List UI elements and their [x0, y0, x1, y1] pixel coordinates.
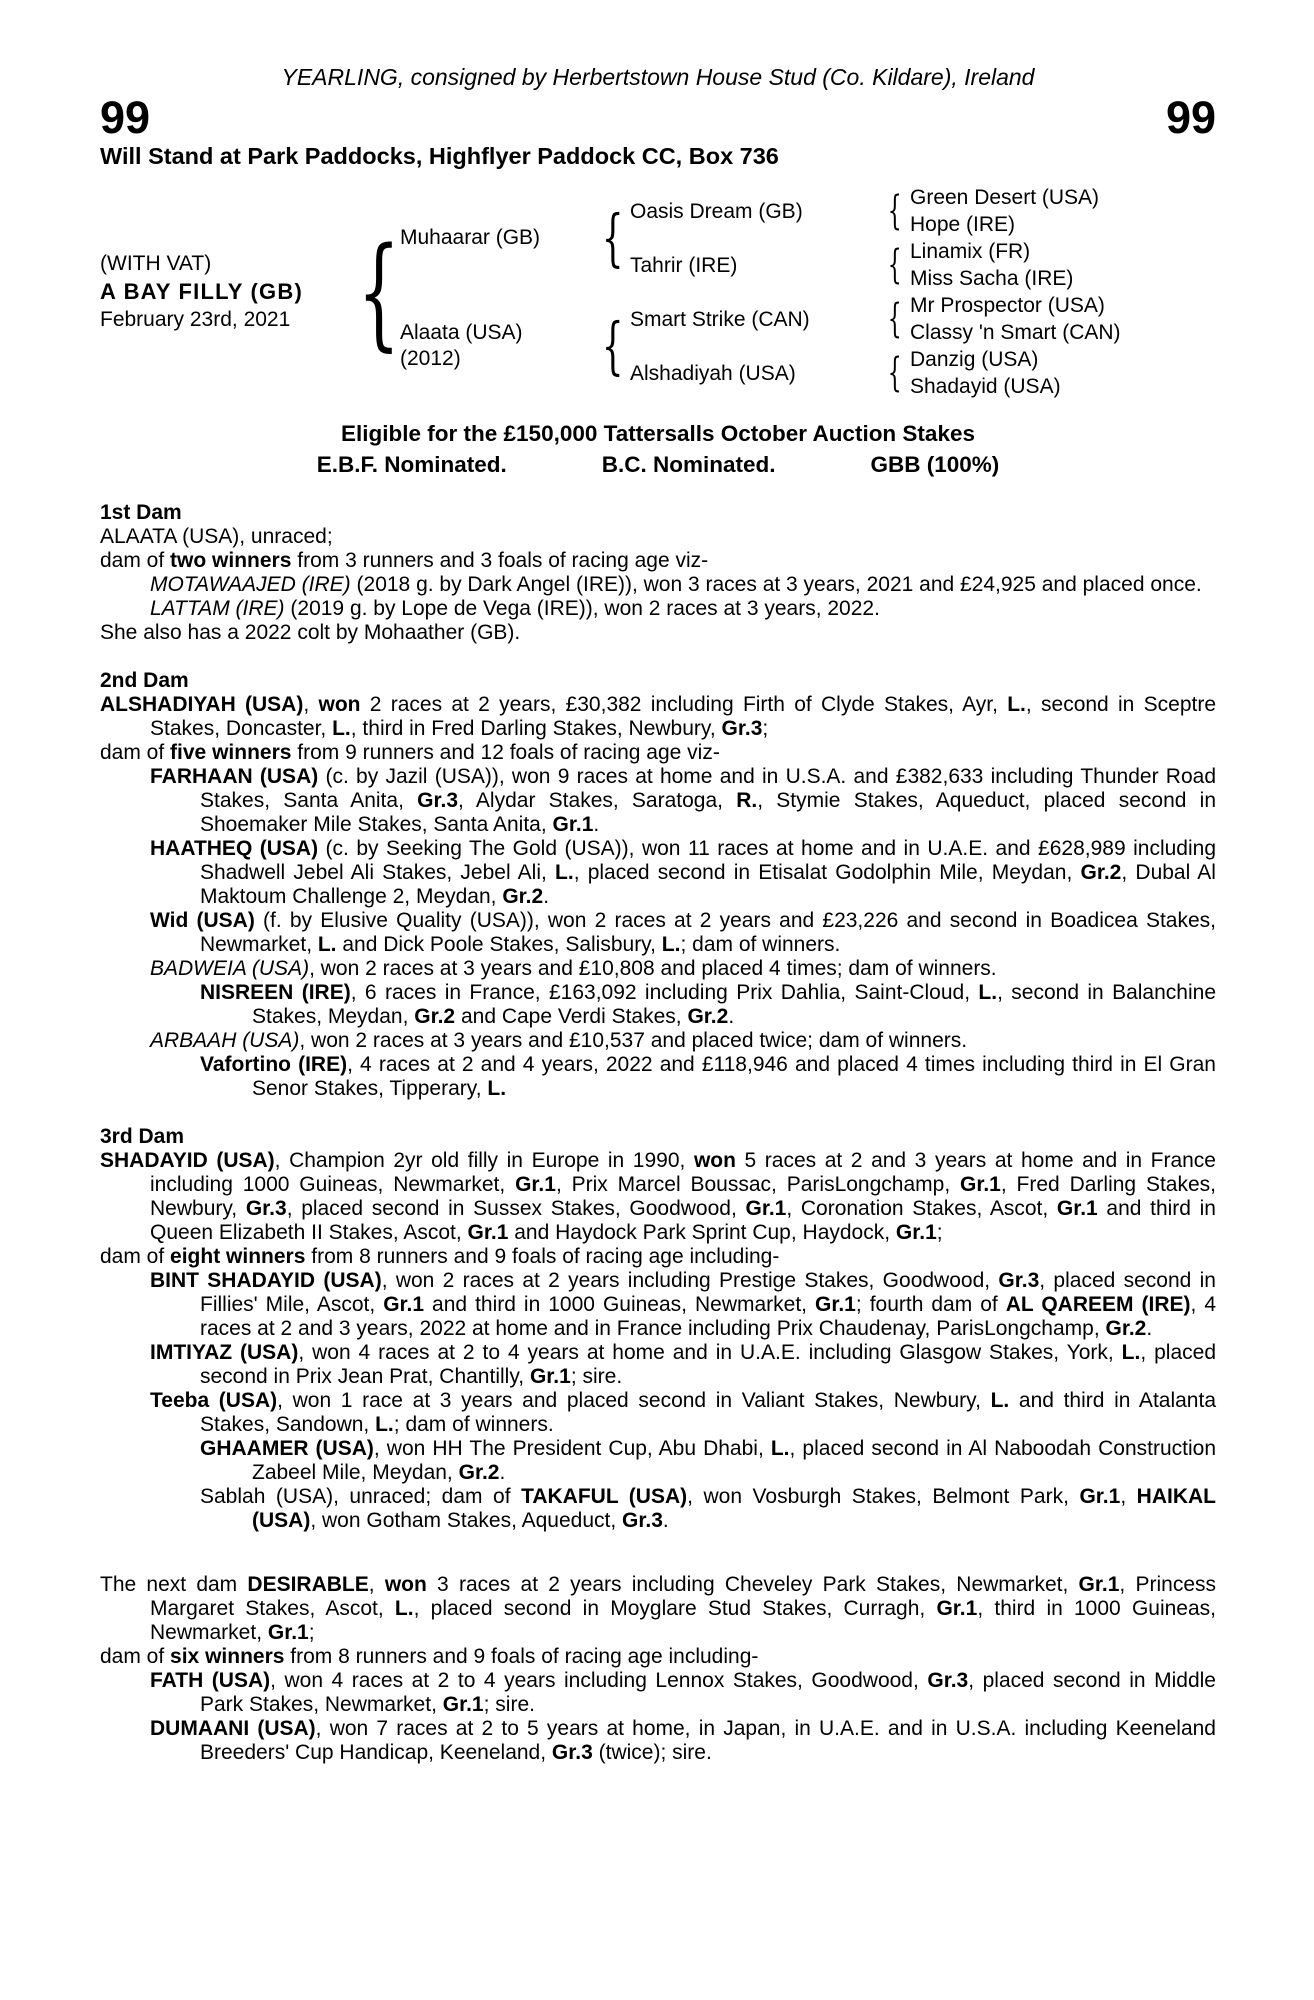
sire-branch	[400, 184, 1216, 292]
catalogue-paragraph: LATTAM (IRE) (2019 g. by Lope de Vega (IRE)), won 2 races at 3 years, 2022.	[150, 597, 880, 620]
catalogue-paragraph: Vafortino (IRE), 4 races at 2 and 4 years, 2022 and £118,946 and placed 4 times including third in El Gran Senor Stakes, Tipperary, L.	[200, 1053, 1216, 1100]
catalogue-paragraph: ALAATA (USA), unraced;	[100, 525, 333, 548]
nominations-row	[100, 449, 1216, 480]
vat-note: (WITH VAT)	[100, 252, 212, 275]
great-grandparent-name: Classy 'n Smart (CAN)	[910, 321, 1121, 344]
catalogue-paragraph: DUMAANI (USA), won 7 races at 2 to 5 years at home, in Japan, in U.A.E. and in U.S.A. including Keeneland Breeders' Cup Handicap, Keeneland, Gr.3 (twice); sire.	[150, 1717, 1216, 1764]
subject-block	[100, 250, 358, 334]
nomination-ebf: E.B.F. Nominated.	[316, 452, 507, 477]
nomination-gbb: GBB (100%)	[870, 452, 1000, 477]
great-grandparent-name: Miss Sacha (IRE)	[910, 267, 1074, 290]
sire-name: Muhaarar (GB)	[400, 226, 541, 249]
catalogue-paragraph: Wid (USA) (f. by Elusive Quality (USA)), won 2 races at 2 years and £23,226 and second in Boadicea Stakes, Newmarket, L. and Dick Poole Stakes, Salisbury, L.; dam of winners.	[150, 909, 1216, 956]
dam-section-heading: 2nd Dam	[100, 669, 189, 692]
dam-name: Alaata (USA) (2012)	[400, 320, 596, 372]
grandparent-name: Alshadiyah (USA)	[630, 361, 796, 385]
great-grandparent-name: Mr Prospector (USA)	[910, 294, 1105, 317]
brace-icon: {	[602, 309, 624, 382]
catalogue-paragraph: BADWEIA (USA), won 2 races at 3 years and £10,808 and placed 4 times; dam of winners.	[150, 957, 997, 980]
dam-section-heading: 3rd Dam	[100, 1125, 185, 1148]
catalogue-paragraph: She also has a 2022 colt by Mohaather (GB).	[100, 621, 521, 644]
eligibility-line: Eligible for the £150,000 Tattersalls October Auction Stakes	[341, 421, 975, 446]
catalogue-paragraph: ARBAAH (USA), won 2 races at 3 years and £10,537 and placed twice; dam of winners.	[150, 1029, 968, 1052]
catalogue-paragraph: dam of six winners from 8 runners and 9 foals of racing age including-	[100, 1645, 759, 1668]
lot-number-right: 99	[1165, 92, 1216, 143]
subject-dob: February 23rd, 2021	[100, 308, 291, 331]
catalogue-paragraph: GHAAMER (USA), won HH The President Cup, Abu Dhabi, L., placed second in Al Naboodah Construction Zabeel Mile, Meydan, Gr.2.	[200, 1437, 1216, 1484]
consignor-line: YEARLING, consigned by Herbertstown House Stud (Co. Kildare), Ireland	[281, 64, 1035, 90]
section-first-dam	[100, 501, 1216, 645]
section-second-dam	[100, 669, 1216, 1101]
brace-icon: {	[887, 296, 902, 342]
catalogue-paragraph: FATH (USA), won 4 races at 2 to 4 years including Lennox Stakes, Goodwood, Gr.3, placed second in Middle Park Stakes, Newmarket, Gr.1; sire.	[150, 1669, 1216, 1716]
brace-icon: {	[357, 221, 401, 363]
catalogue-paragraph: dam of five winners from 9 runners and 12 foals of racing age viz-	[100, 741, 720, 764]
catalogue-paragraph: Sablah (USA), unraced; dam of TAKAFUL (USA), won Vosburgh Stakes, Belmont Park, Gr.1, HAIKAL (USA), won Gotham Stakes, Aqueduct, Gr.3.	[200, 1485, 1216, 1532]
great-grandparent-name: Danzig (USA)	[910, 348, 1039, 371]
catalogue-paragraph: The next dam DESIRABLE, won 3 races at 2 years including Cheveley Park Stakes, Newmarket, Gr.1, Princess Margaret Stakes, Ascot, L., placed second in Moyglare Stud Stakes, Curragh, Gr.1, third in 1000 Guineas, Newmarket, Gr.1;	[100, 1573, 1217, 1644]
catalogue-paragraph: SHADAYID (USA), Champion 2yr old filly in Europe in 1990, won 5 races at 2 and 3 years at home and in France including 1000 Guineas, Newmarket, Gr.1, Prix Marcel Boussac, ParisLongchamp, Gr.1, Fred Darling Stakes, Newbury, Gr.3, placed second in Sussex Stakes, Goodwood, Gr.1, Coronation Stakes, Ascot, Gr.1 and third in Queen Elizabeth II Stakes, Ascot, Gr.1 and Haydock Park Sprint Cup, Haydock, Gr.1;	[100, 1149, 1216, 1244]
catalogue-paragraph: HAATHEQ (USA) (c. by Seeking The Gold (USA)), won 11 races at home and in U.A.E. and £628,989 including Shadwell Jebel Ali Stakes, Jebel Ali, L., placed second in Etisalat Godolphin Mile, Meydan, Gr.2, Dubal Al Maktoum Challenge 2, Meydan, Gr.2.	[150, 837, 1216, 908]
catalogue-paragraph: IMTIYAZ (USA), won 4 races at 2 to 4 years at home and in U.A.E. including Glasgow Stakes, York, L., placed second in Prix Jean Prat, Chantilly, Gr.1; sire.	[150, 1341, 1216, 1388]
great-grandparent-name: Hope (IRE)	[910, 213, 1016, 236]
stand-line: Will Stand at Park Paddocks, Highflyer Paddock CC, Box 736	[100, 143, 779, 169]
pedigree-generations	[400, 184, 1216, 400]
great-grandparent-name: Green Desert (USA)	[910, 186, 1100, 209]
catalogue-paragraph: Teeba (USA), won 1 race at 3 years and placed second in Valiant Stakes, Newbury, L. and third in Atalanta Stakes, Sandown, L.; dam of winners.	[150, 1389, 1216, 1436]
brace-icon: {	[602, 201, 624, 274]
brace-icon: {	[887, 188, 902, 234]
eligibility-block	[100, 418, 1216, 480]
catalogue-paragraph: dam of two winners from 3 runners and 3 foals of racing age viz-	[100, 549, 709, 572]
lot-number-left: 99	[100, 92, 151, 143]
catalogue-paragraph: FARHAAN (USA) (c. by Jazil (USA)), won 9 races at home and in U.S.A. and £382,633 including Thunder Road Stakes, Santa Anita, Gr.3, Alydar Stakes, Saratoga, R., Stymie Stakes, Aqueduct, placed second in Shoemaker Mile Stakes, Santa Anita, Gr.1.	[150, 765, 1217, 836]
catalogue-paragraph: BINT SHADAYID (USA), won 2 races at 2 years including Prestige Stakes, Goodwood, Gr.3, placed second in Fillies' Mile, Ascot, Gr.1 and third in 1000 Guineas, Newmarket, Gr.1; fourth dam of AL QAREEM (IRE), 4 races at 2 and 3 years, 2022 at home and in France including Prix Chaudenay, ParisLongchamp, Gr.2.	[150, 1269, 1217, 1340]
pedigree-table	[100, 184, 1216, 400]
section-next-dam	[100, 1573, 1216, 1765]
catalogue-paragraph: MOTAWAAJED (IRE) (2018 g. by Dark Angel (IRE)), won 3 races at 3 years, 2021 and £24,925 and placed once.	[150, 573, 1202, 596]
nomination-bc: B.C. Nominated.	[601, 452, 776, 477]
section-third-dam	[100, 1125, 1216, 1533]
dam-year: (2012)	[400, 347, 461, 370]
dam-section-heading: 1st Dam	[100, 501, 182, 524]
catalogue-paragraph: ALSHADIYAH (USA), won 2 races at 2 years, £30,382 including Firth of Clyde Stakes, Ayr, L., second in Sceptre Stakes, Doncaster, L., third in Fred Darling Stakes, Newbury, Gr.3;	[100, 693, 1217, 740]
grandparent-name: Oasis Dream (GB)	[630, 199, 803, 223]
grandparent-name: Smart Strike (CAN)	[630, 307, 810, 331]
great-grandparent-name: Linamix (FR)	[910, 240, 1031, 263]
lot-row	[100, 92, 1216, 143]
catalogue-paragraph: NISREEN (IRE), 6 races in France, £163,092 including Prix Dahlia, Saint-Cloud, L., second in Balanchine Stakes, Meydan, Gr.2 and Cape Verdi Stakes, Gr.2.	[200, 981, 1216, 1028]
catalogue-paragraph: dam of eight winners from 8 runners and 9 foals of racing age including-	[100, 1245, 780, 1268]
grandparent-name: Tahrir (IRE)	[630, 253, 738, 277]
great-grandparent-name: Shadayid (USA)	[910, 375, 1061, 398]
dam-branch	[400, 292, 1216, 400]
brace-icon: {	[887, 242, 902, 288]
brace-icon: {	[887, 350, 902, 396]
subject-name: A BAY FILLY (GB)	[100, 279, 303, 304]
